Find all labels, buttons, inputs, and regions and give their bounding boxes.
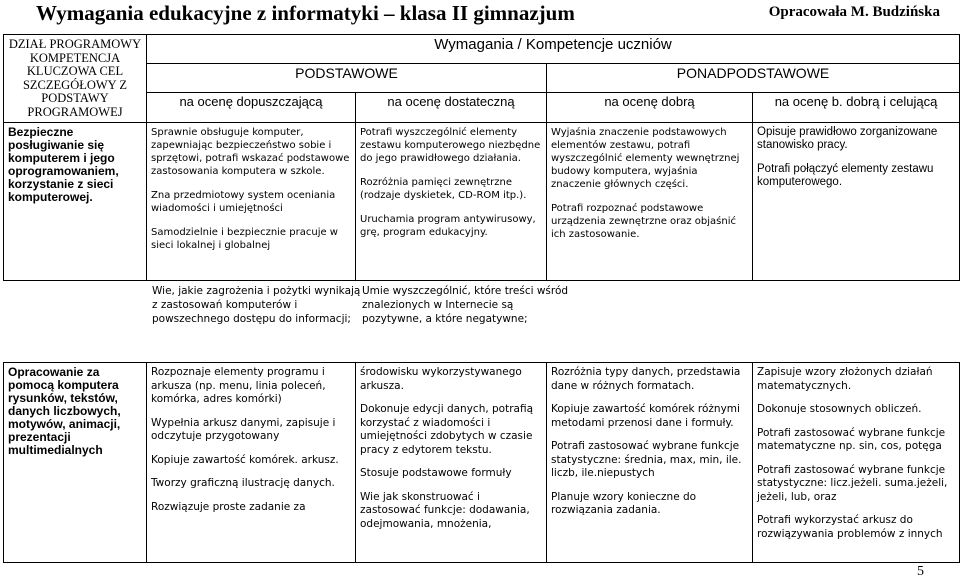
requirement-text: Uruchamia program antywirusowy, grę, program edukacyjny. — [360, 214, 536, 238]
requirement-text: Tworzy graficzną ilustrację danych. — [151, 477, 335, 489]
category-safe-computer-use: Bezpieczne posługiwanie się komputerem i jego oprogramowaniem, korzystanie z sieci komputerowej. — [8, 125, 119, 204]
requirement-text: Samodzielnie i bezpiecznie pracuje w sieci lokalnej i globalnej — [151, 227, 338, 251]
requirement-text: Stosuje podstawowe formuły — [360, 467, 512, 479]
category-computer-work: Opracowanie za pomocą komputera rysunków, tekstów, danych liczbowych, motywów, animacji, prezentacji multimedialnych — [8, 365, 121, 457]
additional-requirement-left: Wie, jakie zagrożenia i pożytki wynikają z zastosowań komputerów i powszechnego dostępu do informacji; — [152, 285, 361, 325]
requirement-cell — [356, 363, 547, 563]
requirement-text: Kopiuje zawartość komórek różnymi metodami przenosi dane i formuły. — [551, 403, 740, 429]
requirement-cell — [547, 363, 753, 563]
grade-header-sufficient: na ocenę dopuszczającą — [147, 92, 356, 122]
requirement-text: Wyjaśnia znaczenie podstawowych elementów zestawu, potrafi wyszczególnić elementy wewnętrznej budowy komputera, wyjaśnia znaczenie głównych części. — [551, 127, 740, 190]
grade-header-good: na ocenę dobrą — [547, 92, 753, 122]
requirement-cell — [753, 363, 960, 563]
requirement-text: Dokonuje edycji danych, potrafią korzystać z wiadomości i umiejętności zdobytych w czasie pracy z edytorem tekstu. — [360, 403, 534, 456]
requirement-text: Rozróżnia typy danych, przedstawia dane w różnych formatach. — [551, 366, 741, 392]
requirement-cell — [547, 123, 753, 281]
requirement-text: Sprawnie obsługuje komputer, zapewniając bezpieczeństwo sobie i sprzętowi, potrafi wskazać podstawowe zastosowania komputera w szkole. — [151, 127, 350, 177]
document-title: Wymagania edukacyjne z informatyki – klasa II gimnazjum — [36, 1, 575, 25]
requirement-text: Potrafi połączyć elementy zestawu komputerowego. — [757, 163, 934, 188]
requirement-text: Planuje wzory konieczne do rozwiązania zadania. — [551, 490, 697, 516]
requirement-text: Potrafi wykorzystać arkusz do rozwiązywania problemów z innych — [757, 514, 943, 540]
requirement-cell — [147, 123, 356, 281]
requirement-text: Potrafi wyszczególnić elementy zestawu komputerowego niezbędne do jego prawidłowego działania. — [360, 127, 541, 164]
requirement-text: Wypełnia arkusz danymi, zapisuje i odczytuje przygotowany — [151, 416, 336, 442]
basic-header: PODSTAWOWE — [147, 63, 547, 92]
requirements-table-section-2 — [3, 362, 960, 563]
requirement-text: Zapisuje wzory złożonych działań matematycznych. — [757, 366, 933, 392]
requirements-table — [3, 34, 960, 281]
requirement-text: Rozróżnia pamięci zewnętrzne (rodzaje dyskietek, CD-ROM itp.). — [360, 177, 527, 201]
requirements-title: Wymagania / Kompetencje uczniów — [147, 35, 960, 64]
requirement-cell — [356, 123, 547, 281]
requirement-text: Rozpoznaje elementy programu i arkusza (np. menu, linia poleceń, komórka, adres komórki) — [151, 366, 326, 405]
additional-requirement-right: Umie wyszczególnić, które treści wśród znalezionych w Internecie są pozytywne, a które negatywne; — [362, 285, 569, 325]
requirement-cell — [753, 123, 960, 281]
requirement-text: Potrafi zastosować wybrane funkcje statystyczne: licz.jeżeli. suma.jeżeli, jeżeli, lub, oraz — [757, 463, 948, 503]
requirement-text: Zna przedmiotowy system oceniania wiadomości i umiejętności — [151, 190, 336, 214]
requirement-text: Potrafi rozpoznać podstawowe urządzenia zewnętrzne oraz objaśnić ich zastosowanie. — [551, 203, 736, 240]
advanced-header: PONADPODSTAWOWE — [547, 63, 960, 92]
requirement-text: Kopiuje zawartość komórek. arkusz. — [151, 453, 339, 466]
requirement-text: Wie jak skonstruować i zastosować funkcje: dodawania, odejmowania, mnożenia, — [360, 490, 530, 530]
page-number: 5 — [917, 564, 924, 579]
grade-header-very-good: na ocenę b. dobrą i celującą — [753, 92, 960, 122]
category-cell — [4, 363, 147, 563]
requirement-text: Rozwiązuje proste zadanie za — [151, 500, 306, 513]
requirement-text: Potrafi zastosować wybrane funkcje statystyczne: średnia, max, min, ile. liczb, ile.niepustych — [551, 440, 742, 479]
category-header-cell — [4, 35, 147, 123]
grade-header-satisfactory: na ocenę dostateczną — [356, 92, 547, 122]
category-header: DZIAŁ PROGRAMOWY KOMPETENCJA KLUCZOWA CEL SZCZEGÓŁOWY Z PODSTAWY PROGRAMOWEJ — [8, 37, 142, 119]
requirement-text: środowisku wykorzystywanego arkusza. — [360, 366, 522, 392]
requirement-text: Potrafi zastosować wybrane funkcje matematyczne np. sin, cos, potęga — [757, 426, 946, 452]
category-cell — [4, 123, 147, 281]
requirement-text: Opisuje prawidłowo zorganizowane stanowisko pracy. — [757, 126, 938, 151]
document-author: Opracowała M. Budzińska — [768, 4, 940, 20]
requirement-cell — [147, 363, 356, 563]
requirement-text: Dokonuje stosownych obliczeń. — [757, 403, 922, 415]
